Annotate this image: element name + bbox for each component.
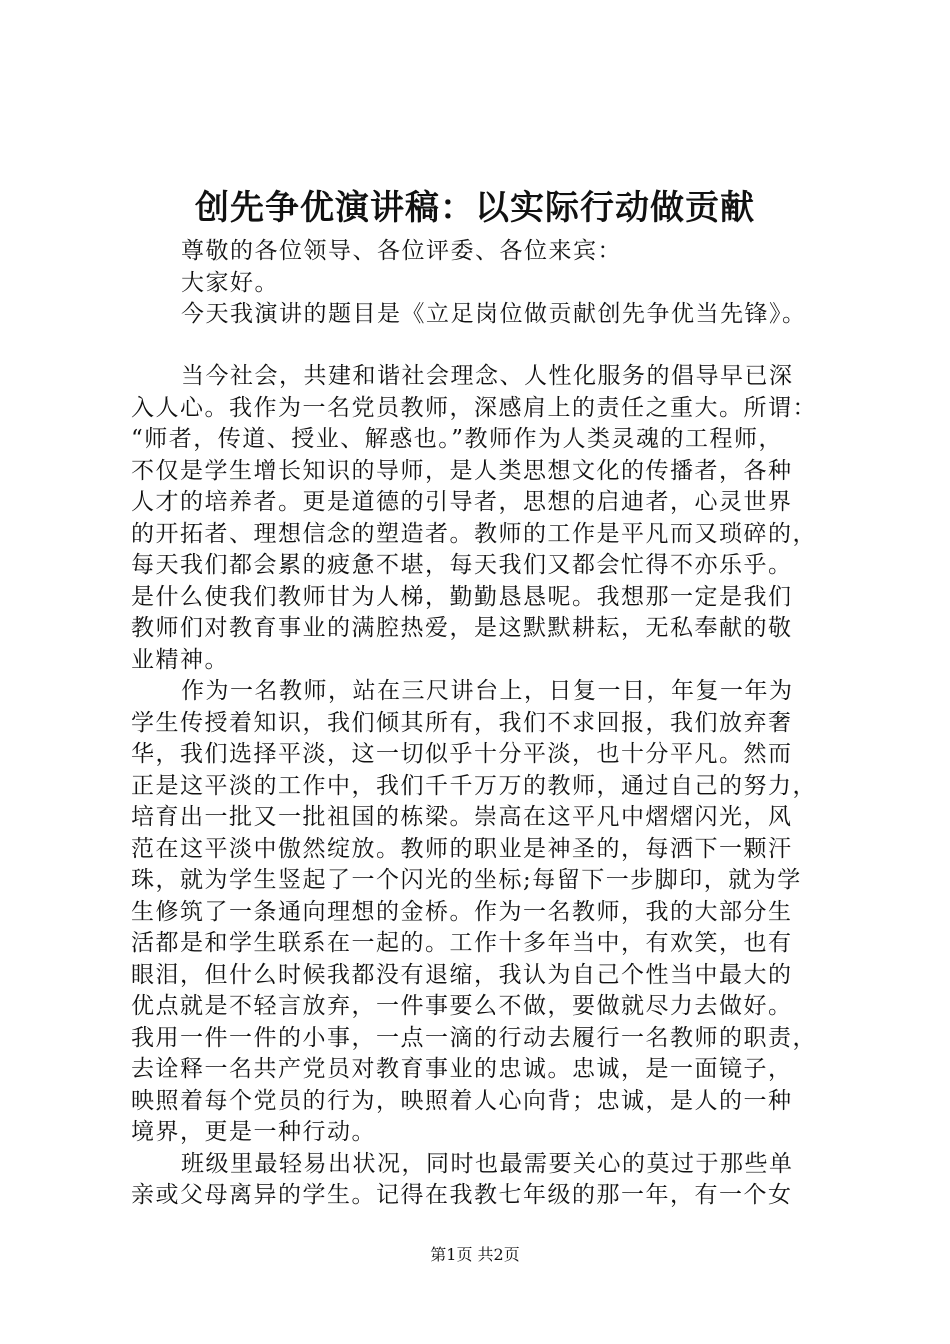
- body-line: 活都是和学生联系在一起的。工作十多年当中，有欢笑，也有: [131, 930, 793, 956]
- body-line: 班级里最轻易出状况，同时也最需要关心的莫过于那些单: [181, 1151, 794, 1177]
- body-line: 亲或父母离异的学生。记得在我教七年级的那一年，有一个女: [131, 1182, 793, 1208]
- body-line: 人才的培养者。更是道德的引导者，思想的启迪者，心灵世界: [131, 489, 793, 515]
- body-line: 眼泪，但什么时候我都没有退缩，我认为自己个性当中最大的: [131, 962, 793, 988]
- body-line: 今天我演讲的题目是《立足岗位做贡献创先争优当先锋》。: [181, 301, 807, 327]
- body-line: 我用一件一件的小事，一点一滴的行动去履行一名教师的职责，: [131, 1025, 817, 1051]
- body-line: 大家好。: [181, 270, 279, 296]
- body-line: 业精神。: [131, 647, 229, 673]
- document-title: 创先争优演讲稿：以实际行动做贡献: [195, 188, 755, 228]
- body-line: 培育出一批又一批祖国的栋梁。崇高在这平凡中熠熠闪光，风: [131, 804, 793, 830]
- body-line: 生修筑了一条通向理想的金桥。作为一名教师，我的大部分生: [131, 899, 793, 925]
- body-line: 珠，就为学生竖起了一个闪光的坐标;每留下一步脚印，就为学: [131, 867, 802, 893]
- body-line: 范在这平淡中傲然绽放。教师的职业是神圣的，每洒下一颗汗: [131, 836, 793, 862]
- body-line: 的开拓者、理想信念的塑造者。教师的工作是平凡而又琐碎的，: [131, 521, 817, 547]
- body-line: 不仅是学生增长知识的导师，是人类思想文化的传播者，各种: [131, 458, 793, 484]
- body-line: 去诠释一名共产党员对教育事业的忠诚。忠诚，是一面镜子，: [131, 1056, 793, 1082]
- body-line: 尊敬的各位领导、各位评委、各位来宾：: [181, 238, 622, 264]
- body-line: 每天我们都会累的疲惫不堪，每天我们又都会忙得不亦乐乎。: [131, 552, 793, 578]
- body-line: 映照着每个党员的行为，映照着人心向背；忠诚，是人的一种: [131, 1088, 793, 1114]
- body-line: 是什么使我们教师甘为人梯，勤勤恳恳呢。我想那一定是我们: [131, 584, 793, 610]
- body-line: 境界，更是一种行动。: [131, 1119, 376, 1145]
- body-line: 作为一名教师，站在三尺讲台上，日复一日，年复一年为: [181, 678, 794, 704]
- body-line: “师者，传道、授业、解惑也。”教师作为人类灵魂的工程师，: [131, 426, 784, 452]
- body-line: 入人心。我作为一名党员教师，深感肩上的责任之重大。所谓：: [131, 395, 817, 421]
- page-footer: 第1页 共2页: [430, 1245, 520, 1264]
- body-line: 优点就是不轻言放弃，一件事要么不做，要做就尽力去做好。: [131, 993, 793, 1019]
- body-line: 华，我们选择平淡，这一切似乎十分平淡，也十分平凡。然而: [131, 741, 793, 767]
- body-line: 教师们对教育事业的满腔热爱，是这默默耕耘，无私奉献的敬: [131, 615, 793, 641]
- body-line: 学生传授着知识，我们倾其所有，我们不求回报，我们放弃奢: [131, 710, 793, 736]
- body-line: 当今社会，共建和谐社会理念、人性化服务的倡导早已深: [181, 363, 794, 389]
- body-line: 正是这平淡的工作中，我们千千万万的教师，通过自己的努力，: [131, 773, 817, 799]
